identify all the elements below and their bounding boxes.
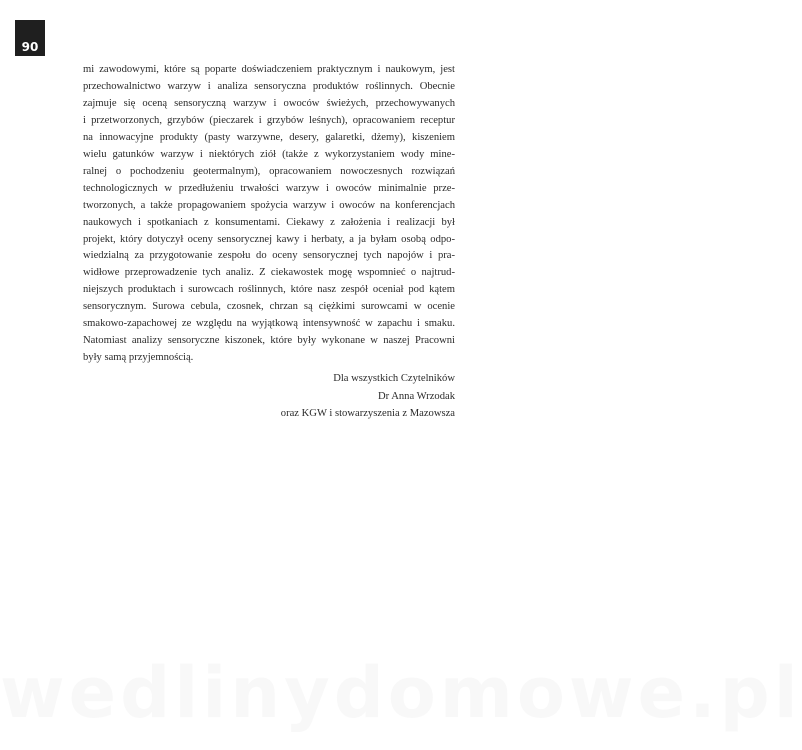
text-line: projekt, który dotyczył oceny sensorycznej kawy i herbaty, a ja byłam osobą odpo- xyxy=(83,233,455,245)
text-line: na innowacyjne produkty (pasty warzywne, desery, galaretki, dżemy), kiszeniem xyxy=(83,131,455,143)
text-line: i przetworzonych, grzybów (pieczarek i grzybów leśnych), opracowaniem receptur xyxy=(83,114,455,126)
text-line: Natomiast analizy sensoryczne kiszonek, które były wykonane w naszej Pracowni xyxy=(83,335,455,347)
text-line: zajmuje się oceną sensoryczną warzyw i owoców świeżych, przechowywanych xyxy=(83,97,455,109)
text-line: tworzonych, a także propagowaniem spożycia warzyw i owoców na konferencjach xyxy=(83,199,455,211)
signature-organizations: oraz KGW i stowarzyszenia z Mazowsza xyxy=(280,408,455,420)
text-line: ralnej o pochodzeniu geotermalnym), opracowaniem nowoczesnych rozwiązań xyxy=(83,165,455,177)
text-line: wielu gatunków warzyw i niektórych ziół (także z wykorzystaniem wody mine- xyxy=(83,148,455,160)
text-line: widłowe przeprowadzenie tych analiz. Z ciekawostek mogę wspomnieć o najtrud- xyxy=(83,267,455,279)
text-line: sensorycznym. Surowa cebula, czosnek, chrzan są ciężkimi surowcami w ocenie xyxy=(83,301,455,313)
text-line: naukowych i spotkaniach z konsumentami. Ciekawy z założenia i realizacji był xyxy=(83,216,455,228)
signature-dedication: Dla wszystkich Czytelników xyxy=(333,373,455,384)
page-number: 90 xyxy=(21,40,39,54)
text-line: były samą przyjemnością. xyxy=(83,352,194,364)
text-line: smakowo-zapachowej ze względu na wyjątkową intensywność w zapachu i smaku. xyxy=(83,318,455,330)
text-line: technologicznych w przedłużeniu trwałości warzyw i owoców minimalnie prze- xyxy=(83,182,455,194)
page-number-tab xyxy=(15,20,45,56)
text-line: niejszych produktach i surowcach roślinnych, które nasz zespół oceniał pod kątem xyxy=(83,284,455,296)
body-paragraph xyxy=(83,62,455,367)
text-line: przechowalnictwo warzyw i analiza sensoryczna produktów roślinnych. Obecnie xyxy=(83,80,455,92)
text-line: wiedzialną za przygotowanie zespołu do oceny sensorycznej tych napojów i pra- xyxy=(83,250,455,262)
text-line: mi zawodowymi, które są poparte doświadczeniem praktycznym i naukowym, jest xyxy=(83,64,455,75)
signature-author: Dr Anna Wrzodak xyxy=(377,390,455,402)
signature-block xyxy=(250,370,455,423)
watermark: wedlinydomowe.pl xyxy=(0,652,802,734)
